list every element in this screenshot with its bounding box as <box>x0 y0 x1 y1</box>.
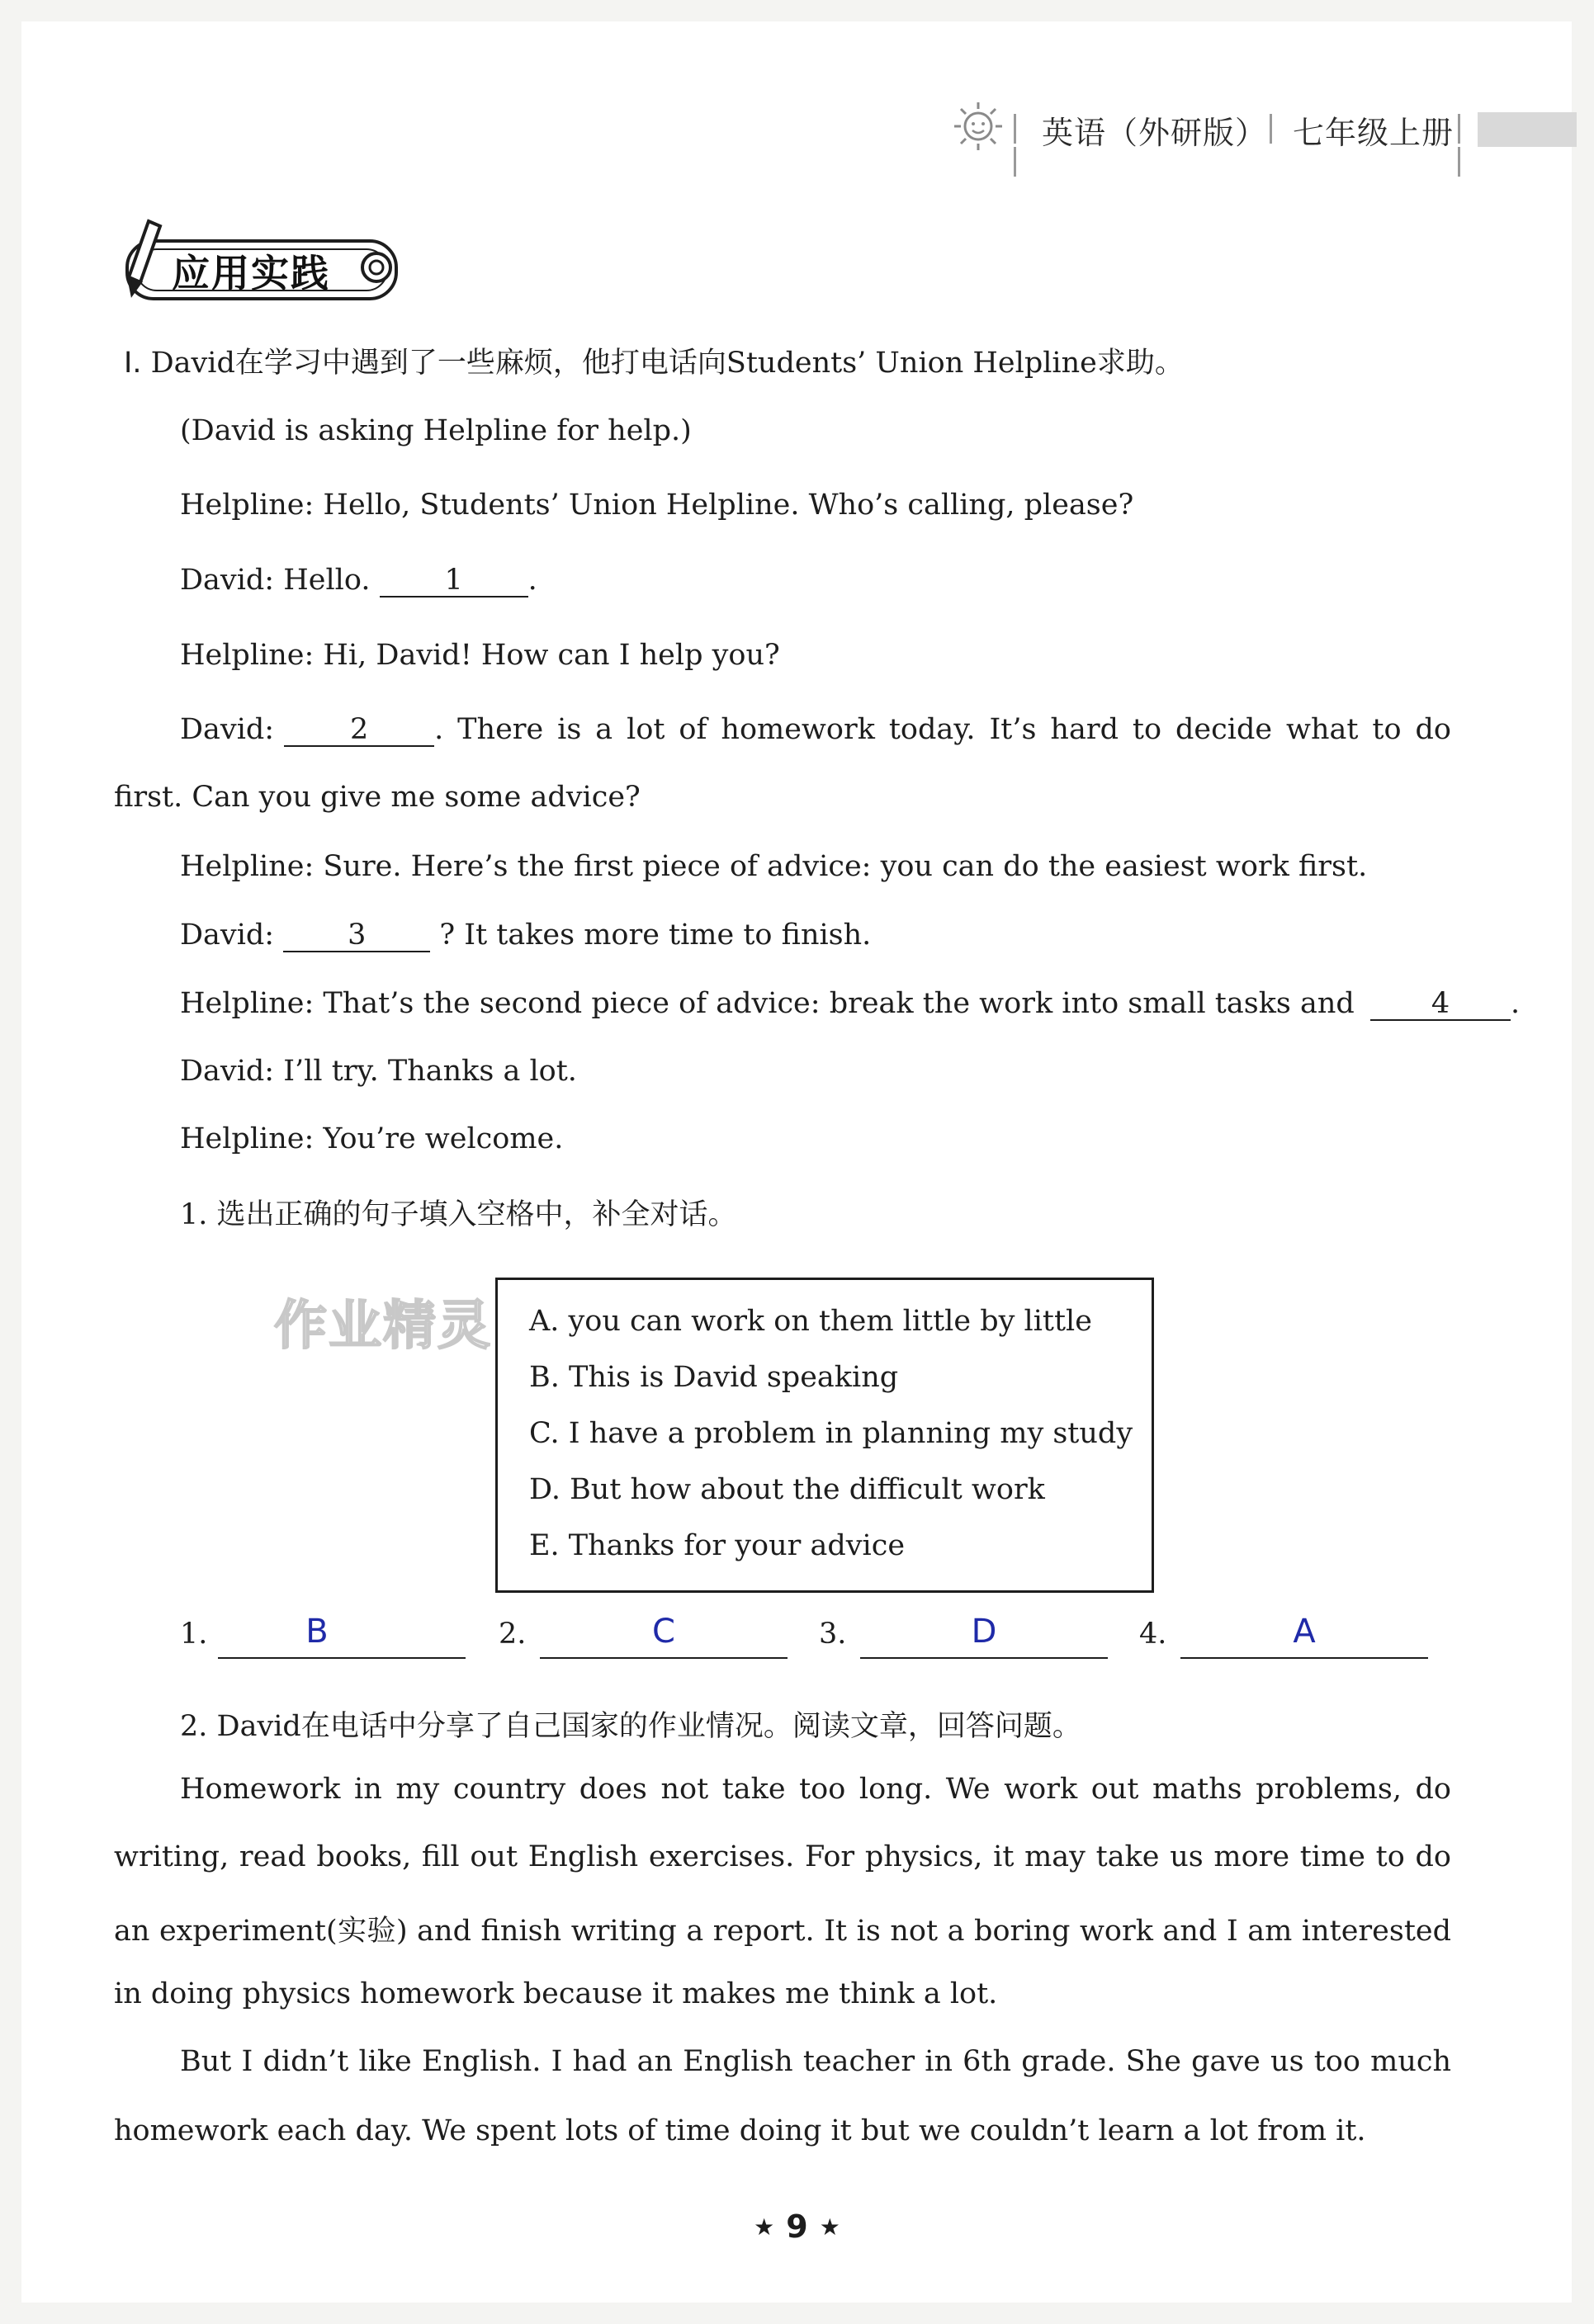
option-e: E. Thanks for your advice <box>529 1529 906 1562</box>
passage-line: an experiment(实验) and finish writing a report. It is not a boring work and I am interested <box>114 1915 1451 1948</box>
dialogue-continuation: first. Can you give me some advice? <box>114 781 641 814</box>
option-a: A. you can work on them little by little <box>529 1305 1092 1338</box>
header-subject: 英语（外研版） <box>1042 115 1268 151</box>
page-number <box>0 2208 1594 2245</box>
speaker-label: David: <box>180 713 275 746</box>
header-divider <box>1014 114 1022 144</box>
speaker-label: Helpline: <box>180 639 315 672</box>
answer-label: 2. <box>499 1618 527 1651</box>
section-title: 应用实践 <box>172 251 330 295</box>
passage-line: Homework in my country does not take too long. We work out maths problems, do <box>180 1773 1451 1806</box>
dialogue-line <box>180 1122 563 1155</box>
blank-1[interactable]: 1 <box>380 565 528 598</box>
option-d: D. But how about the difficult work <box>529 1473 1045 1506</box>
blank-2[interactable]: 2 <box>284 715 434 747</box>
option-b: B. This is David speaking <box>529 1361 899 1394</box>
star-icon: ★ <box>819 2213 840 2241</box>
dialogue-text: I’ll try. Thanks a lot. <box>283 1055 577 1088</box>
pencil-icon <box>112 216 178 299</box>
speaker-label: Helpline: <box>180 1122 315 1155</box>
passage-line: But I didn’t like English. I had an English teacher in 6th grade. She gave us too much <box>180 2045 1451 2078</box>
options-box <box>495 1278 1154 1593</box>
dialogue-text: Sure. Here’s the first piece of advice: you can do the easiest work first. <box>323 850 1368 883</box>
dialogue-line <box>180 850 1367 883</box>
exercise-number: Ⅰ. <box>124 347 142 380</box>
answer-3[interactable]: D <box>971 1613 997 1651</box>
speaker-label: David: <box>180 564 275 597</box>
question-2-prompt: 2. David在电话中分享了自己国家的作业情况。阅读文章，回答问题。 <box>180 1710 1081 1743</box>
speaker-label: Helpline: <box>180 987 315 1020</box>
speaker-label: David: <box>180 919 275 952</box>
answer-row <box>180 1613 1435 1667</box>
passage-line: writing, read books, fill out English exercises. For physics, it may take us more time to do <box>114 1840 1451 1873</box>
answer-4[interactable]: A <box>1293 1613 1316 1651</box>
header-divider <box>1270 114 1278 144</box>
speaker-label: Helpline: <box>180 489 315 522</box>
answer-line <box>540 1657 788 1659</box>
dialogue-text: Hi, David! How can I help you? <box>323 639 780 672</box>
answer-line <box>218 1657 466 1659</box>
dialogue-text: That’s the second piece of advice: break the work into small tasks and <box>323 987 1355 1020</box>
page-number-value: 9 <box>786 2208 808 2245</box>
section-badge <box>112 216 403 299</box>
punctuation: . <box>527 564 537 597</box>
speaker-label: David: <box>180 1055 275 1088</box>
answer-label: 1. <box>180 1618 208 1651</box>
dialogue-text: . There is a lot of homework today. It’s hard to decide what to do <box>434 713 1451 746</box>
answer-2[interactable]: C <box>652 1613 675 1651</box>
punctuation: . <box>1510 987 1521 1020</box>
watermark: 作业精灵 <box>274 1296 492 1357</box>
dialogue-line <box>180 713 1451 747</box>
dialogue-line <box>180 489 1133 522</box>
exercise-instruction: David在学习中遇到了一些麻烦，他打电话向Students’ Union Helpline求助。 <box>150 347 1184 380</box>
page-header <box>949 97 1577 155</box>
dialogue-line <box>180 1055 577 1088</box>
header-grade: 七年级上册 <box>1293 115 1454 151</box>
dialogue-line <box>180 639 780 672</box>
dialogue-text: Hello, Students’ Union Helpline. Who’s calling, please? <box>323 489 1134 522</box>
passage-line: homework each day. We spent lots of time doing it but we couldn’t learn a lot from it. <box>114 2114 1366 2147</box>
sun-logo-icon <box>949 97 1007 155</box>
dialogue-text: You’re welcome. <box>323 1122 564 1155</box>
answer-line <box>1180 1657 1428 1659</box>
blank-4[interactable]: 4 <box>1370 989 1511 1021</box>
passage-line: in doing physics homework because it makes me think a lot. <box>114 1977 998 2010</box>
question-1-prompt: 1. 选出正确的句子填入空格中，补全对话。 <box>180 1198 737 1231</box>
answer-line <box>860 1657 1108 1659</box>
option-c: C. I have a problem in planning my study <box>529 1417 1133 1450</box>
blank-3[interactable]: 3 <box>283 920 430 952</box>
stage-direction: (David is asking Helpline for help.) <box>180 414 692 447</box>
dialogue-line <box>180 987 1520 1021</box>
ring-icon <box>358 249 395 286</box>
dialogue-line <box>180 564 537 598</box>
dialogue-line <box>180 919 871 952</box>
answer-label: 3. <box>819 1618 847 1651</box>
star-icon: ★ <box>754 2213 775 2241</box>
speaker-label: Helpline: <box>180 850 315 883</box>
header-divider <box>1458 114 1466 144</box>
exercise-intro <box>124 340 1184 381</box>
header-strip <box>1478 112 1577 147</box>
answer-label: 4. <box>1139 1618 1167 1651</box>
answer-1[interactable]: B <box>305 1613 329 1651</box>
dialogue-text: Hello. <box>283 564 371 597</box>
dialogue-text: ? It takes more time to finish. <box>439 919 872 952</box>
